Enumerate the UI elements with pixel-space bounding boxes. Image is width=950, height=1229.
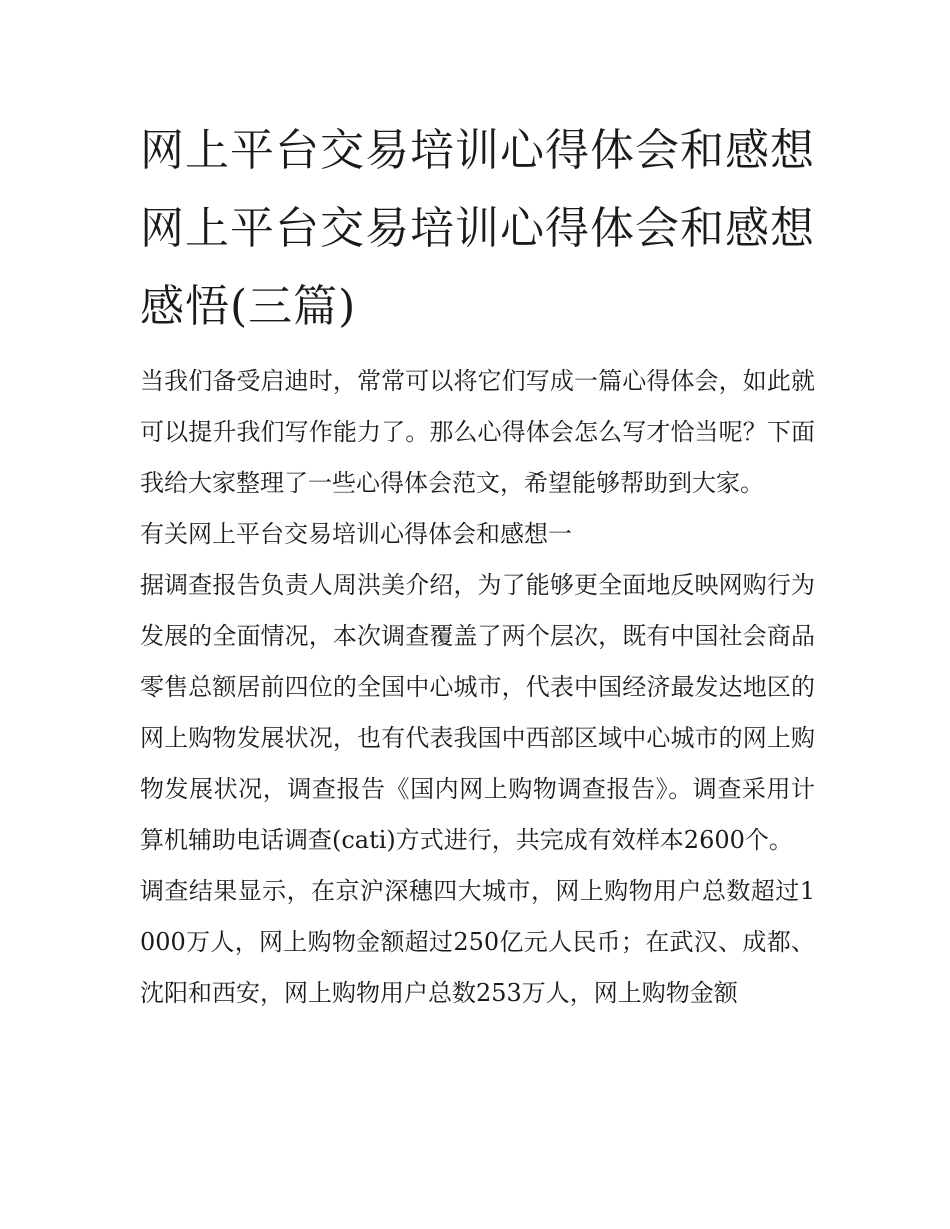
body-paragraph: 调查结果显示，在京沪深穗四大城市，网上购物用户总数超过1000万人，网上购物金额超过250亿元人民币；在武汉、成都、沈阳和西安，网上购物用户总数253万人，网上购物金额 (140, 877, 815, 1007)
intro-paragraph: 当我们备受启迪时，常常可以将它们写成一篇心得体会，如此就可以提升我们写作能力了。那么心得体会怎么写才恰当呢？下面我给大家整理了一些心得体会范文，希望能够帮助到大家。 (140, 367, 815, 497)
document-title: 网上平台交易培训心得体会和感想 网上平台交易培训心得体会和感想感悟(三篇) (140, 125, 815, 332)
section-heading: 有关网上平台交易培训心得体会和感想一 (140, 520, 572, 548)
document-body (140, 112, 815, 1019)
body-paragraph: 据调查报告负责人周洪美介绍，为了能够更全面地反映网购行为发展的全面情况，本次调查覆盖了两个层次，既有中国社会商品零售总额居前四位的全国中心城市，代表中国经济最发达地区的网上购物发展状况，也有代表我国中西部区域中心城市的网上购物发展状况，调查报告《国内网上购物调查报告》。调查采用计算机辅助电话调查(cati)方式进行，共完成有效样本2600个。 (140, 571, 815, 854)
